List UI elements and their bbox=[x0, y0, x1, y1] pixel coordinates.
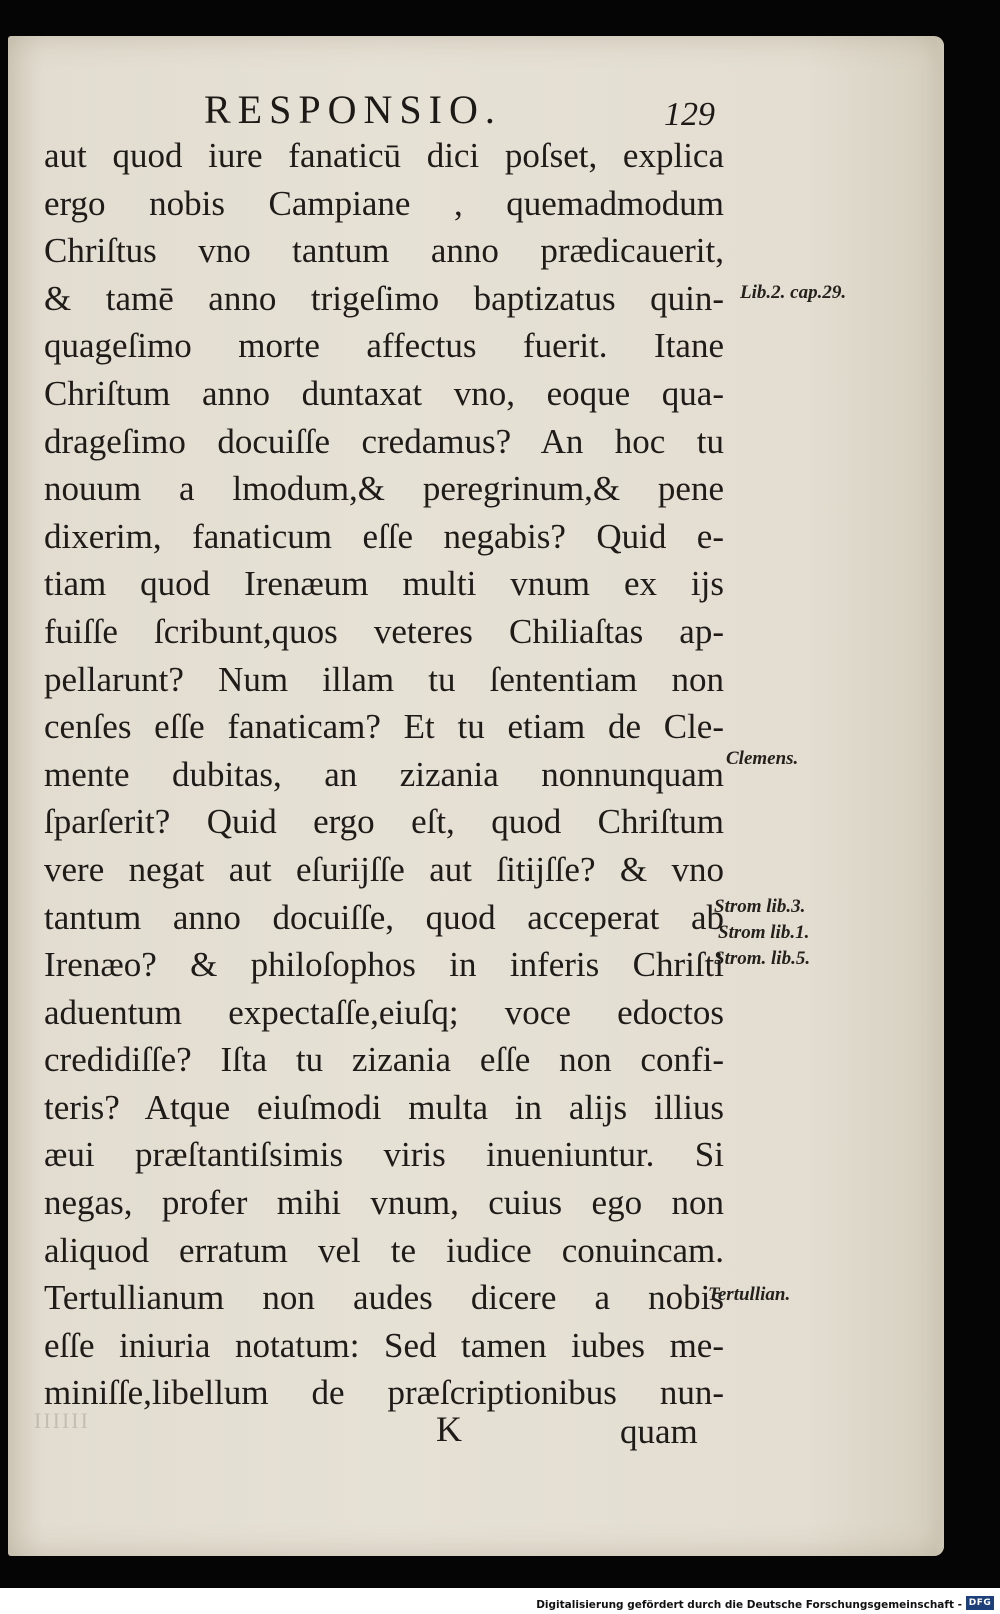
text-line: dixerim, fanaticum eſſe negabis? Quid e- bbox=[44, 516, 724, 556]
text-line: credidiſſe? Iſta tu zizania eſſe non confi- bbox=[44, 1040, 724, 1080]
signature-mark: K bbox=[436, 1409, 462, 1449]
show-through-mark: IIIIII bbox=[34, 1408, 90, 1433]
text-line: ſparſerit? Quid ergo eſt, quod Chriſtum bbox=[44, 802, 724, 842]
funding-credit: Digitalisierung gefördert durch die Deutsche Forschungsgemeinschaft - bbox=[536, 1599, 962, 1611]
text-line: Tertullianum non audes dicere a nobis bbox=[44, 1278, 724, 1318]
text-line: vere negat aut eſurijſſe aut ſitijſſe? & vno bbox=[44, 849, 724, 889]
text-line: negas, profer mihi vnum, cuius ego non bbox=[44, 1183, 724, 1223]
marginal-note-tertullian: Tertullian. bbox=[708, 1284, 791, 1305]
text-line: drageſimo docuiſſe credamus? An hoc tu bbox=[44, 421, 724, 461]
footer-bar bbox=[0, 1588, 1000, 1614]
text-line: aut quod iure fanaticū dici poſset, explica bbox=[44, 136, 724, 175]
book-page bbox=[8, 36, 944, 1556]
running-head: RESPONSIO. bbox=[204, 87, 502, 132]
page-edge bbox=[934, 36, 944, 1556]
body-text bbox=[44, 132, 724, 1417]
marginal-note-strom: Strom. lib.5. bbox=[714, 948, 811, 969]
text-line: tiam quod Irenæum multi vnum ex ijs bbox=[44, 564, 724, 604]
text-line: fuiſſe ſcribunt,quos veteres Chiliaſtas ap- bbox=[44, 611, 724, 651]
marginal-note-strom: Strom lib.1. bbox=[718, 922, 810, 943]
catchword: quam bbox=[620, 1412, 698, 1451]
text-line: tantum anno docuiſſe, quod acceperat ab bbox=[44, 897, 724, 937]
text-line: teris? Atque eiuſmodi multa in alijs illius bbox=[44, 1087, 724, 1127]
text-line: ergo nobis Campiane , quemadmodum bbox=[44, 183, 724, 223]
text-line: aduentum expectaſſe,eiuſq; voce edoctos bbox=[44, 992, 724, 1032]
text-line: æui præſtantiſsimis viris inueniuntur. Si bbox=[44, 1135, 724, 1175]
text-line: mente dubitas, an zizania nonnunquam bbox=[44, 754, 724, 794]
page-number: 129 bbox=[664, 96, 715, 133]
text-line: pellarunt? Num illam tu ſententiam non bbox=[44, 659, 724, 699]
dfg-logo: DFG bbox=[966, 1596, 994, 1610]
text-line: Irenæo? & philoſophos in inferis Chriſti bbox=[44, 945, 724, 985]
marginal-note-clemens: Clemens. bbox=[726, 748, 799, 769]
marginal-note-strom: Strom lib.3. bbox=[714, 896, 806, 917]
text-line: cenſes eſſe fanaticam? Et tu etiam de Cle- bbox=[44, 707, 724, 747]
text-line: nouum a lmodum,& peregrinum,& pene bbox=[44, 469, 724, 509]
text-line: & tamē anno trigeſimo baptizatus quin- bbox=[44, 278, 724, 318]
text-line: miniſſe,libellum de præſcriptionibus nun- bbox=[44, 1373, 724, 1413]
text-line: Chriſtum anno duntaxat vno, eoque qua- bbox=[44, 373, 724, 413]
text-line: Chriſtus vno tantum anno prædicauerit, bbox=[44, 231, 724, 271]
text-line: eſſe iniuria notatum: Sed tamen iubes me- bbox=[44, 1325, 724, 1365]
text-line: quageſimo morte affectus fuerit. Itane bbox=[44, 326, 724, 366]
text-line: aliquod erratum vel te iudice conuincam. bbox=[44, 1230, 724, 1270]
marginal-note-lib-cap: Lib.2. cap.29. bbox=[740, 282, 847, 303]
